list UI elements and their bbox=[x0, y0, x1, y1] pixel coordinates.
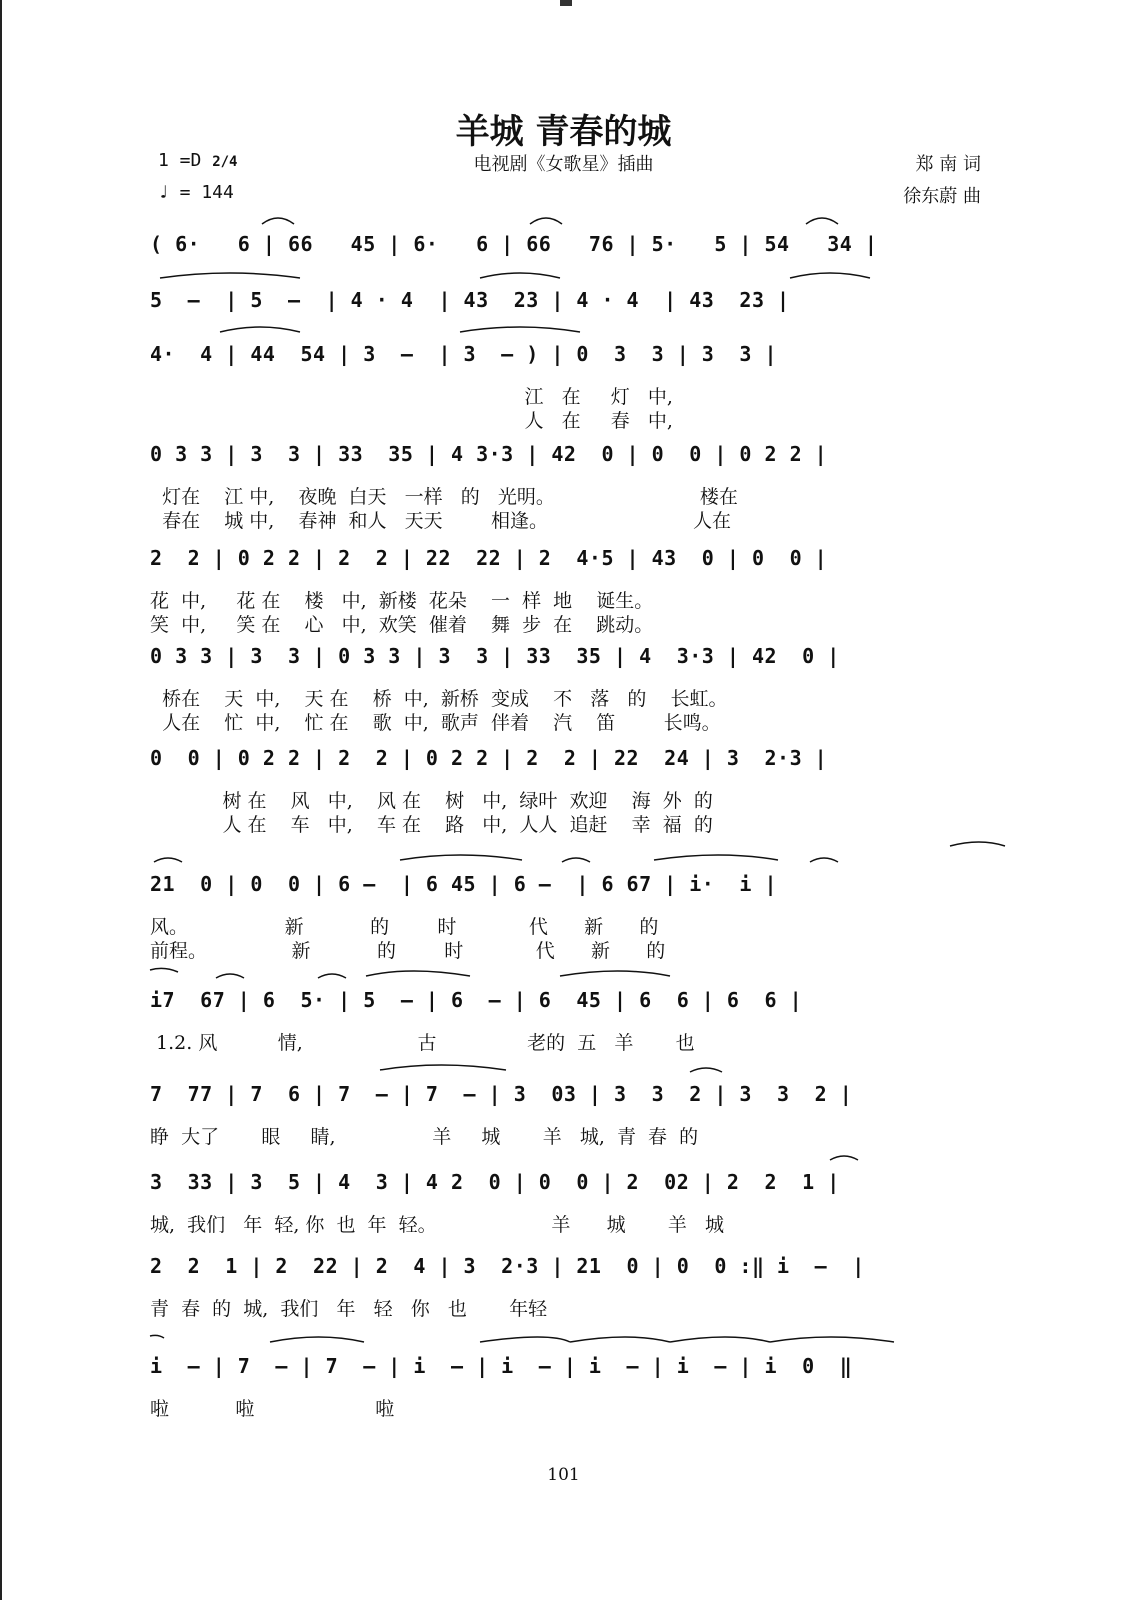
lyric-line: 睁 大了 眼 睛, 羊 城 羊 城, 青 春 的 bbox=[150, 1126, 699, 1148]
song-title: 羊城 青春的城 bbox=[455, 112, 672, 152]
lyric-line: 灯在 江 中, 夜晚 白天 一样 的 光明。 楼在 bbox=[150, 486, 738, 508]
lyric-line: 啦 啦 啦 bbox=[150, 1398, 395, 1420]
lyric-line: 青 春 的 城, 我们 年 轻 你 也 年轻 bbox=[150, 1298, 548, 1320]
notes-line: 5 – | 5 – | 4 · 4 | 43 23 | 4 · 4 | 43 23 | bbox=[150, 288, 790, 312]
lyric-line: 花 中, 花 在 楼 中, 新楼 花朵 一 样 地 诞生。 bbox=[150, 590, 654, 612]
scan-edge bbox=[0, 0, 2, 1600]
time-signature: 2/4 bbox=[212, 154, 238, 170]
lyric-line: 人 在 春 中, bbox=[150, 410, 673, 432]
lyric-line: 风。 新 的 时 代 新 的 bbox=[150, 916, 659, 938]
music-system-7 bbox=[150, 868, 1005, 902]
music-system-11 bbox=[150, 1250, 1005, 1284]
notes-line: 21 0 | 0 0 | 6 – | 6 45 | 6 – | 6 67 | i· i | bbox=[150, 872, 778, 896]
lyric-line: 笑 中, 笑 在 心 中, 欢笑 催着 舞 步 在 跳动。 bbox=[150, 614, 654, 636]
music-system-3 bbox=[150, 438, 1005, 472]
notes-line: 7 77 | 7 6 | 7 – | 7 – | 3 03 | 3 3 2 | 3 3 2 | bbox=[150, 1082, 853, 1106]
lyric-line: 人在 忙 中, 忙 在 歌 中, 歌声 伴着 汽 笛 长鸣。 bbox=[150, 712, 721, 734]
music-system-10 bbox=[150, 1166, 1005, 1200]
lyric-line: 1.2. 风 情, 古 老的 五 羊 也 bbox=[150, 1032, 695, 1054]
lyric-line: 树 在 风 中, 风 在 树 中, 绿叶 欢迎 海 外 的 bbox=[150, 790, 713, 812]
music-system-9 bbox=[150, 1078, 1005, 1112]
scan-mark bbox=[560, 0, 572, 6]
composer-credit: 徐东蔚 曲 bbox=[903, 186, 981, 207]
tempo-marking: ♩ = 144 bbox=[158, 182, 234, 203]
music-system-5 bbox=[150, 640, 1005, 674]
lyric-line: 春在 城 中, 春神 和人 天天 相逢。 人在 bbox=[150, 510, 731, 532]
music-system-1 bbox=[150, 284, 1005, 318]
lyricist-credit: 郑 南 词 bbox=[915, 154, 981, 175]
lyric-line: 江 在 灯 中, bbox=[150, 386, 673, 408]
notes-line: 0 0 | 0 2 2 | 2 2 | 0 2 2 | 2 2 | 22 24 | 3 2·3 | bbox=[150, 746, 828, 770]
notes-line: 3 33 | 3 5 | 4 3 | 4 2 0 | 0 0 | 2 02 | 2 2 1 | bbox=[150, 1170, 840, 1194]
notes-line: 0 3 3 | 3 3 | 0 3 3 | 3 3 | 33 35 | 4 3·3 | 42 0 | bbox=[150, 644, 840, 668]
lyric-line: 城, 我们 年 轻, 你 也 年 轻。 羊 城 羊 城 bbox=[150, 1214, 725, 1236]
notes-line: 4· 4 | 44 54 | 3 – | 3 – ) | 0 3 3 | 3 3 | bbox=[150, 342, 778, 366]
notes-line: i – | 7 – | 7 – | i – | i – | i – | i – | i 0 ‖ bbox=[150, 1354, 853, 1378]
notes-line: 2 2 | 0 2 2 | 2 2 | 22 22 | 2 4·5 | 43 0 | 0 0 | bbox=[150, 546, 828, 570]
music-system-6 bbox=[150, 742, 1005, 776]
key-signature: 1 =D bbox=[158, 150, 202, 171]
notes-line: 2 2 1 | 2 22 | 2 4 | 3 2·3 | 21 0 | 0 0 :‖ i – | bbox=[150, 1254, 865, 1278]
notes-line: 0 3 3 | 3 3 | 33 35 | 4 3·3 | 42 0 | 0 0 | 0 2 2 | bbox=[150, 442, 828, 466]
music-system-4 bbox=[150, 542, 1005, 576]
key-signature-block bbox=[158, 150, 238, 171]
music-system-0 bbox=[150, 228, 1005, 262]
page-number: 101 bbox=[547, 1465, 580, 1485]
notes-line: i7 67 | 6 5· | 5 – | 6 – | 6 45 | 6 6 | 6 6 | bbox=[150, 988, 803, 1012]
notes-line: ( 6· 6 | 66 45 | 6· 6 | 66 76 | 5· 5 | 54 34 | bbox=[150, 232, 878, 256]
music-system-8 bbox=[150, 984, 1005, 1018]
music-system-2 bbox=[150, 338, 1005, 372]
song-subtitle: 电视剧《女歌星》插曲 bbox=[473, 154, 654, 175]
lyric-line: 桥在 天 中, 天 在 桥 中, 新桥 变成 不 落 的 长虹。 bbox=[150, 688, 728, 710]
music-system-12 bbox=[150, 1350, 1005, 1384]
lyric-line: 人 在 车 中, 车 在 路 中, 人人 追赶 幸 福 的 bbox=[150, 814, 713, 836]
lyric-line: 前程。 新 的 时 代 新 的 bbox=[150, 940, 666, 962]
